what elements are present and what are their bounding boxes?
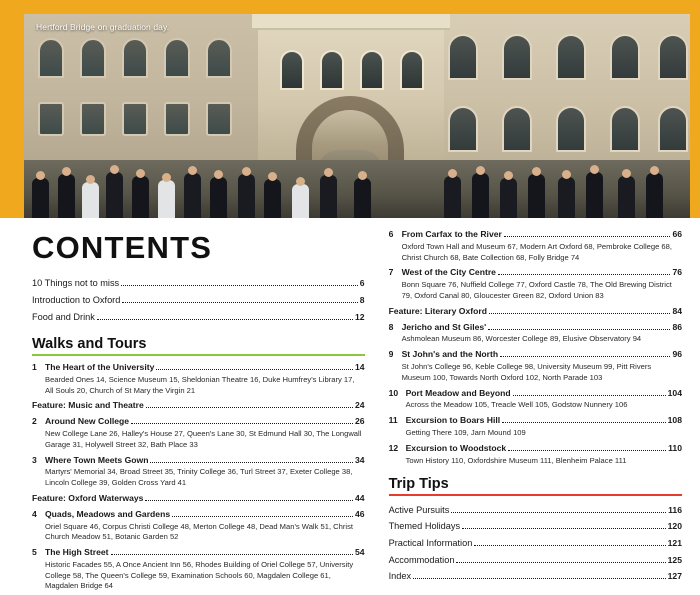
chapter-subentries: Oriel Square 46, Corpus Christi College 48, Merton College 48, Dead Man's Walk 51, Christ Church Meadow 51, Botanic Garden 52	[45, 521, 354, 542]
toc-entry-label: 10 Things not to miss	[32, 277, 120, 288]
toc-chapter-9[interactable]	[389, 348, 682, 383]
chapter-subentries: Historic Facades 55, A Once Ancient Inn 56, Rhodes Building of Oriel College 57, University College 58, The Queen's College 59, Examination Schools 60, Magdalen College 61, Magdalen Bridge 64	[45, 559, 354, 591]
leader-dots	[172, 516, 353, 517]
chapter-title: Around New College	[45, 416, 130, 427]
chapter-number: 12	[388, 442, 399, 453]
chapter-number: 4	[32, 508, 37, 519]
toc-chapter-7[interactable]	[389, 266, 682, 301]
chapter-number: 10	[388, 387, 399, 398]
toc-chapter-4[interactable]	[32, 508, 365, 543]
chapter-page: 54	[355, 547, 365, 558]
chapter-number: 11	[388, 415, 398, 426]
leader-dots	[456, 562, 665, 563]
toc-entry[interactable]	[389, 568, 682, 585]
chapter-title: West of the City Centre	[401, 267, 496, 278]
toc-entry-label: Active Pursuits	[388, 504, 450, 515]
section-rule-walks	[32, 354, 365, 356]
chapter-page: 110	[668, 442, 682, 453]
toc-feature-oxford-waterways[interactable]	[32, 492, 365, 505]
leader-dots	[504, 236, 671, 237]
chapter-subentries: Ashmolean Museum 86, Worcester College 89, Elusive Observatory 94	[401, 334, 642, 344]
chapter-number: 6	[388, 229, 394, 239]
toc-entry-label: Food and Drink	[32, 312, 95, 323]
chapter-number: 3	[32, 454, 37, 465]
toc-entry-page: 116	[668, 504, 682, 515]
toc-entry-page: 120	[667, 521, 682, 532]
chapter-title: Jericho and St Giles'	[401, 321, 487, 332]
toc-chapter-1[interactable]	[32, 361, 365, 396]
chapter-number: 8	[388, 321, 394, 332]
leader-dots	[451, 512, 666, 513]
toc-entry[interactable]	[32, 291, 365, 308]
chapter-page: 104	[667, 387, 682, 398]
leader-dots	[474, 545, 665, 546]
toc-entry-page: 12	[355, 312, 365, 323]
leader-dots	[498, 274, 670, 275]
leader-dots	[121, 285, 358, 286]
leader-dots	[502, 422, 666, 423]
toc-entry-label: Index	[388, 571, 412, 582]
toc-entry-page: 8	[359, 294, 365, 305]
toc-entry[interactable]	[389, 535, 682, 552]
chapter-page: 66	[672, 229, 682, 239]
chapter-title: St John's and the North	[401, 349, 499, 360]
leader-dots	[156, 369, 353, 370]
chapter-page: 96	[672, 349, 682, 360]
chapter-subentries: Bonn Square 76, Nuffield College 77, Oxford Castle 78, The Old Brewing District 79, Oxford Canal 80, Gloucester Green 82, Oxford Union 83	[401, 280, 672, 300]
toc-chapter-8[interactable]	[389, 321, 682, 346]
feature-title: Feature: Oxford Waterways	[32, 492, 144, 503]
leader-dots	[122, 302, 357, 303]
toc-chapter-12[interactable]	[389, 442, 682, 467]
contents-right-column	[389, 228, 682, 595]
leader-dots	[508, 450, 666, 451]
toc-chapter-10[interactable]	[389, 387, 682, 412]
toc-chapter-11[interactable]	[389, 414, 682, 439]
chapter-page: 86	[672, 321, 682, 332]
toc-front-matter	[32, 274, 365, 326]
feature-page: 44	[355, 492, 365, 503]
leader-dots	[97, 319, 353, 320]
leader-dots	[131, 423, 353, 424]
feature-title: Feature: Literary Oxford	[388, 305, 487, 316]
page-title: CONTENTS	[32, 230, 213, 265]
photo-caption: Hertford Bridge on graduation day.	[36, 22, 170, 32]
contents-left-column	[32, 228, 365, 595]
feature-title: Feature: Music and Theatre	[32, 400, 144, 411]
chapter-subentries: Town History 110, Oxfordshire Museum 111, Blenheim Palace 111	[405, 455, 627, 465]
toc-entry-page: 125	[667, 554, 682, 565]
toc-entry-label: Accommodation	[388, 554, 455, 565]
toc-feature-music-theatre[interactable]	[32, 399, 365, 412]
leader-dots	[413, 578, 666, 579]
chapter-title: Port Meadow and Beyond	[405, 387, 511, 398]
chapter-number: 1	[32, 361, 37, 372]
chapter-title: Where Town Meets Gown	[45, 454, 149, 465]
chapter-page: 76	[672, 267, 682, 278]
photo-crowd	[24, 160, 690, 218]
chapter-page: 26	[355, 416, 365, 427]
leader-dots	[146, 407, 353, 408]
chapter-subentries: Oxford Town Hall and Museum 67, Modern Art Oxford 68, Pembroke College 68, Christ Church 68, Bate Collection 68, Folly Bridge 74	[401, 241, 672, 262]
hero-photo	[0, 0, 700, 218]
section-rule-trip-tips	[389, 494, 682, 496]
toc-entry[interactable]	[32, 274, 365, 291]
chapter-title: Quads, Meadows and Gardens	[45, 508, 171, 519]
leader-dots	[111, 554, 353, 555]
chapter-title: The High Street	[45, 547, 109, 558]
toc-chapter-3[interactable]	[32, 454, 365, 489]
chapter-number: 2	[32, 416, 37, 427]
toc-entry[interactable]	[32, 309, 365, 326]
leader-dots	[488, 329, 670, 330]
toc-chapter-6[interactable]	[389, 228, 682, 263]
leader-dots	[150, 462, 353, 463]
chapter-number: 7	[388, 267, 394, 278]
toc-entry[interactable]	[389, 501, 682, 518]
photo-band-top	[0, 0, 700, 14]
toc-entry-page: 121	[667, 537, 682, 548]
chapter-title: Excursion to Boars Hill	[405, 415, 501, 426]
chapter-page: 46	[355, 508, 365, 519]
chapter-subentries: Across the Meadow 105, Treacle Well 105, Godstow Nunnery 106	[405, 400, 628, 410]
toc-trip-tips-list	[389, 501, 682, 584]
chapter-page: 14	[355, 361, 365, 372]
toc-entry[interactable]	[389, 518, 682, 535]
toc-entry-page: 6	[359, 277, 365, 288]
toc-chapter-2[interactable]	[32, 415, 365, 450]
chapter-subentries: Martyrs' Memorial 34, Broad Street 35, Trinity College 36, Turl Street 37, Exeter College 38, Lincoln College 39, Golden Cross Yard 41	[45, 467, 353, 488]
chapter-subentries: St John's College 96, Keble College 98, University Museum 99, Pitt Rivers Museum 100, Towards North Oxford 102, North Parade 103	[401, 361, 652, 382]
leader-dots	[500, 356, 670, 357]
toc-chapter-5[interactable]	[32, 546, 365, 592]
chapter-subentries: Getting There 109, Jarn Mound 109	[405, 427, 526, 437]
leader-dots	[145, 500, 353, 501]
toc-entry-label: Themed Holidays	[388, 521, 461, 532]
leader-dots	[513, 395, 666, 396]
chapter-subentries: Bearded Ones 14, Science Museum 15, Sheldonian Theatre 16, Duke Humfrey's Library 17, All Souls 20, Church of St Mary the Virgin 21	[45, 374, 355, 395]
toc-entry-page: 127	[667, 571, 682, 582]
contents-page	[0, 218, 700, 591]
section-heading-walks: Walks and Tours	[32, 335, 147, 352]
chapter-number: 9	[388, 349, 394, 360]
chapter-page: 34	[355, 454, 365, 465]
photo-bridge-parapet	[252, 14, 450, 30]
photo-band-right	[690, 0, 700, 218]
chapter-title: The Heart of the University	[45, 361, 155, 372]
section-heading-trip-tips: Trip Tips	[388, 476, 449, 493]
toc-entry-label: Practical Information	[388, 537, 473, 548]
feature-page: 24	[355, 400, 365, 411]
chapter-title: Excursion to Woodstock	[405, 442, 507, 453]
chapter-subentries: New College Lane 26, Halley's House 27, Queen's Lane 30, St Edmund Hall 30, The Longwall Garage 31, Holywell Street 32, Bath Place 33	[45, 428, 362, 449]
chapter-number: 5	[32, 547, 37, 558]
chapter-page: 108	[667, 415, 682, 426]
toc-entry[interactable]	[389, 551, 682, 568]
leader-dots	[462, 528, 666, 529]
feature-page: 84	[672, 305, 682, 316]
leader-dots	[489, 313, 671, 314]
toc-entry-label: Introduction to Oxford	[32, 294, 121, 305]
toc-feature-literary-oxford[interactable]	[389, 305, 682, 318]
photo-band-left	[0, 0, 24, 218]
chapter-title: From Carfax to the River	[401, 229, 502, 239]
